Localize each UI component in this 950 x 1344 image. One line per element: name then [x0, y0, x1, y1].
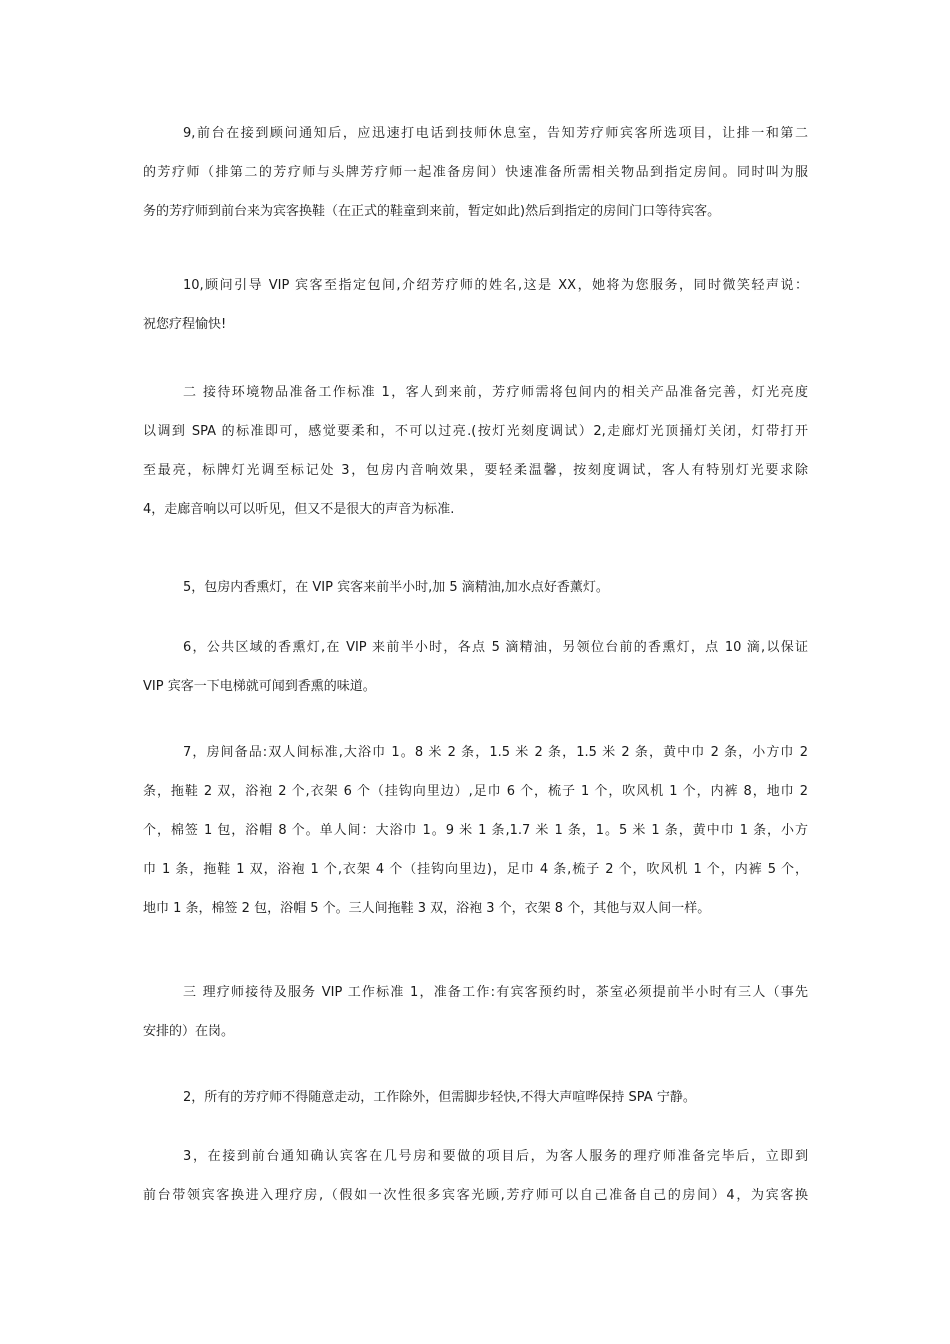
paragraph-environment-standard — [143, 373, 808, 529]
text-line: 祝您疗程愉快! — [143, 317, 227, 332]
text-line: 前台带领宾客换进入理疗房,（假如一次性很多宾客光顾,芳疗师可以自己准备自己的房间）4，为宾客换 — [143, 1188, 808, 1203]
text-line: 个，棉签 1 包，浴帽 8 个。单人间：大浴巾 1。9 米 1 条,1.7 米 1 条，1。5 米 1 条，黄中巾 1 条，小方 — [143, 823, 808, 838]
paragraph-advisor-guide — [143, 266, 808, 344]
text-line: 安排的）在岗。 — [143, 1024, 235, 1039]
paragraph-public-aroma-lamp — [143, 628, 808, 706]
text-line: 务的芳疗师到前台来为宾客换鞋（在正式的鞋童到来前，暂定如此)然后到指定的房间门口等待宾客。 — [143, 204, 721, 219]
paragraph-front-desk-notify — [143, 114, 808, 231]
paragraph-room-supplies — [143, 733, 808, 928]
text-line: 7，房间备品:双人间标准,大浴巾 1。8 米 2 条，1.5 米 2 条，1.5 米 2 条，黄中巾 2 条，小方巾 2 — [183, 745, 808, 760]
text-line: 巾 1 条，拖鞋 1 双，浴袍 1 个,衣架 4 个（挂钩向里边)，足巾 4 条,梳子 2 个，吹风机 1 个，内裤 5 个， — [143, 862, 808, 877]
text-line: 6，公共区域的香熏灯,在 VIP 来前半小时，各点 5 滴精油，另领位台前的香熏灯，点 10 滴,以保证 — [183, 640, 808, 655]
text-line: 二 接待环境物品准备工作标准 1，客人到来前，芳疗师需将包间内的相关产品准备完善，灯光亮度 — [183, 385, 808, 400]
text-line: 以调到 SPA 的标准即可，感觉要柔和，不可以过亮.(按灯光刻度调试）2,走廊灯光顶捅灯关闭，灯带打开 — [143, 424, 808, 439]
text-line: 的芳疗师（排第二的芳疗师与头牌芳疗师一起准备房间）快速准备所需相关物品到指定房间。同时叫为服 — [143, 165, 808, 180]
text-line: 至最亮，标牌灯光调至标记处 3，包房内音响效果，要轻柔温馨，按刻度调试，客人有特别灯光要求除 — [143, 463, 808, 478]
text-line: 9,前台在接到顾问通知后，应迅速打电话到技师休息室，告知芳疗师宾客所选项目，让排一和第二 — [183, 126, 808, 141]
paragraph-room-aroma-lamp — [143, 568, 808, 607]
paragraph-quiet-rule — [143, 1078, 808, 1117]
text-line: 2，所有的芳疗师不得随意走动，工作除外，但需脚步轻快,不得大声喧哗保持 SPA 宁静。 — [183, 1090, 696, 1105]
text-line: 4，走廊音响以可以听见，但又不是很大的声音为标准. — [143, 502, 455, 517]
text-line: VIP 宾客一下电梯就可闻到香熏的味道。 — [143, 679, 376, 694]
text-line: 三 理疗师接待及服务 VIP 工作标准 1，准备工作:有宾客预约时，茶室必须提前半小时有三人（事先 — [183, 985, 808, 1000]
text-line: 条，拖鞋 2 双，浴袍 2 个,衣架 6 个（挂钩向里边）,足巾 6 个，梳子 1 个，吹风机 1 个，内裤 8，地巾 2 — [143, 784, 808, 799]
text-line: 5，包房内香熏灯，在 VIP 宾客来前半小时,加 5 滴精油,加水点好香薰灯。 — [183, 580, 609, 595]
paragraph-therapist-vip-standard — [143, 973, 808, 1051]
text-line: 地巾 1 条，棉签 2 包，浴帽 5 个。三人间拖鞋 3 双，浴袍 3 个，衣架 8 个，其他与双人间一样。 — [143, 901, 711, 916]
paragraph-guide-guest — [143, 1137, 808, 1215]
text-line: 3，在接到前台通知确认宾客在几号房和要做的项目后，为客人服务的理疗师准备完毕后，立即到 — [183, 1149, 808, 1164]
text-line: 10,顾问引导 VIP 宾客至指定包间,介绍芳疗师的姓名,这是 XX，她将为您服务，同时微笑轻声说： — [183, 278, 808, 293]
